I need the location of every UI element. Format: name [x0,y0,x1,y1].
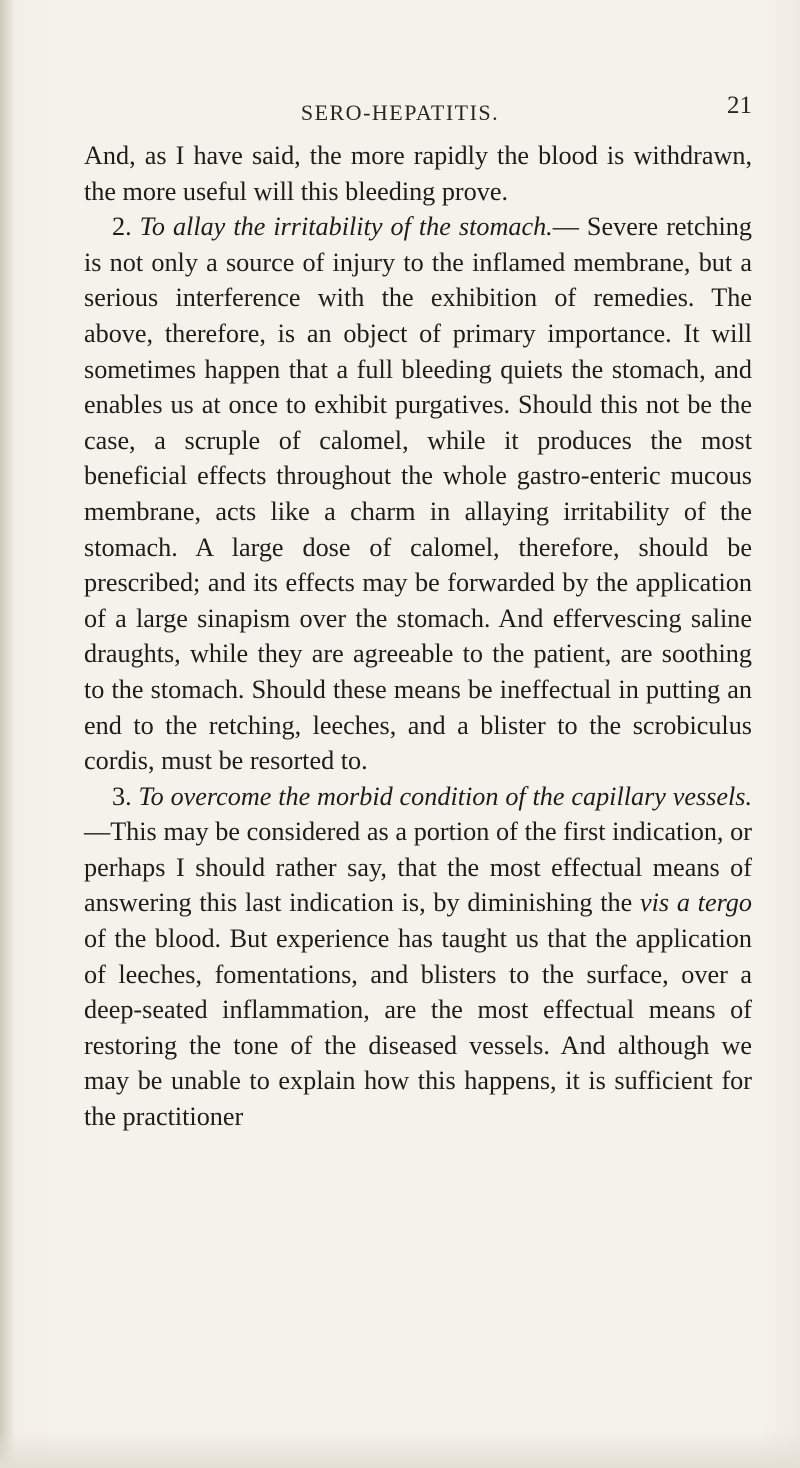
paragraph-2-text: — Severe retching is not only a source of injury to the inflamed membrane, but a serious interference with the exhibition of remedies. The above, therefore, is an object of primary importance. It will sometimes happen that a full bleeding quiets the stomach, and enables us at once to exhibit purgatives. Should this not be the case, a scruple of calomel, while it produces the most beneficial effects throughout the whole gastro-enteric mucous membrane, acts like a charm in allaying irritability of the stomach. A large dose of calomel, therefore, should be prescribed; and its effects may be forwarded by the application of a large sinapism over the stomach. And effervescing saline draughts, while they are agreeable to the patient, are soothing to the stomach. Should these means be ineffectual in putting an end to the retching, leeches, and a blister to the scrobiculus cordis, must be resorted to. [84,212,752,776]
paragraph-2 [84,209,752,779]
paragraph-3-text-before: —This may be considered as a portion of the first indication, or perhaps I should rather say, that the most effectual means of answering this last indication is, by diminishing the [84,817,752,918]
paragraph-3 [84,779,752,1135]
paragraph-3-text-after: of the blood. But experience has taught us that the application of leeches, fomentations, and blisters to the surface, over a deep-seated inflammation, are the most effectual means of restoring the tone of the diseased vessels. And although we may be unable to explain how this happens, it is sufficient for the practitioner [84,924,752,1132]
paragraph-1 [84,138,752,209]
page-number: 21 [727,92,752,119]
body-text [84,138,752,1135]
running-title: SERO-HEPATITIS. [300,100,500,125]
paragraph-2-heading: To allay the irritability of the stomach. [139,212,553,242]
paragraph-1-text: And, as I have said, the more rapidly the blood is withdrawn, the more useful will this bleeding prove. [84,141,752,206]
paragraph-3-italic-phrase: vis a tergo [639,888,752,918]
paragraph-3-number: 3. [112,781,132,811]
binding-edge [0,0,14,1468]
running-head [0,92,800,132]
paragraph-2-number: 2. [112,212,132,242]
paragraph-3-heading: To overcome the morbid condition of the capillary vessels. [138,781,753,811]
page-bottom-shadow [0,1430,800,1468]
